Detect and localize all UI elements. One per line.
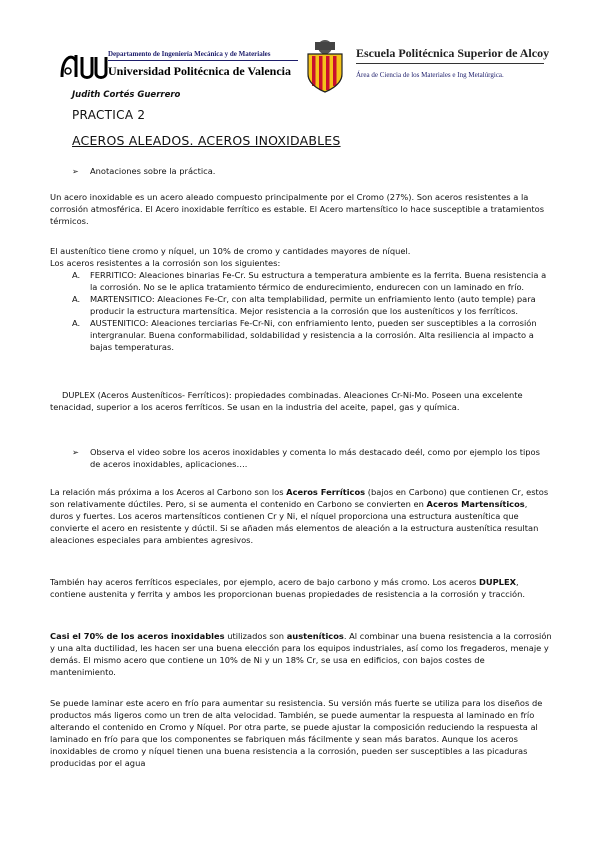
school-name: Escuela Politécnica Superior de Alcoy — [356, 46, 550, 60]
text-run: utilizados son — [224, 631, 287, 641]
paragraph-types — [50, 245, 553, 269]
bold-austenitic: austeníticos — [286, 631, 344, 641]
bullet-annotations-text: Anotaciones sobre la práctica. — [90, 166, 216, 176]
text-run: La relación más próxima a los Aceros al Carbono son los — [50, 487, 287, 497]
practice-number: PRACTICA 2 — [72, 108, 146, 122]
paragraph-intro-text: Un acero inoxidable es un acero aleado compuesto principalmente por el Cromo (27%). Son aceros resistentes a la corrosión atmosférica. El Acero inoxidable ferrítico es estable. El Acero martensítico lo hace susceptible a tratamientos térmicos. — [50, 192, 545, 226]
header-rule-right — [356, 63, 544, 64]
university-name: Universidad Politécnica de Valencia — [108, 64, 291, 78]
bullet-video — [72, 446, 542, 470]
paragraph-relation — [50, 486, 553, 546]
paragraph-austenitic-text: El austenítico tiene cromo y níquel, un 10% de cromo y cantidades mayores de níquel. — [50, 246, 411, 256]
paragraph-special — [50, 576, 553, 600]
page-title: ACEROS ALEADOS. ACEROS INOXIDABLES — [72, 133, 341, 148]
paragraph-cold-rolling-text: Se puede laminar este acero en frío para aumentar su resistencia. Su versión más fuerte se utiliza para los diseños de productos más ligeros como un tren de alta velocidad. También, se puede aumentar la respuesta al laminado en frío alterando el contenido en Cromo y Níquel. Por otra parte, se puede ajustar la composición reduciendo la respuesta al laminado en frío para que los componentes se fabriquen más fácilmente y sean más baratos. Aunque los aceros inoxidables de cromo y níquel tienen una buena resistencia a la corrosión, pueden ser susceptibles a las picaduras producidas por el agua — [50, 698, 543, 768]
list-item-label: A. — [72, 270, 81, 280]
arrow-bullet-icon: ➢ — [72, 167, 79, 176]
bold-duplex: DUPLEX — [478, 577, 517, 587]
arrow-bullet-icon: ➢ — [72, 447, 79, 457]
bold-seventy-percent: Casi el 70% de los aceros inoxidables — [50, 631, 225, 641]
author-name: Judith Cortés Guerrero — [72, 90, 181, 100]
header-rule-left — [108, 60, 298, 61]
crest-icon — [302, 38, 348, 94]
paragraph-types-text: Los aceros resistentes a la corrosión son los siguientes: — [50, 258, 281, 268]
list-item — [50, 293, 553, 317]
department-name: Departamento de Ingeniería Mecánica y de Materiales — [108, 50, 271, 58]
list-item-text: FERRITICO: Aleaciones binarias Fe-Cr. Su estructura a temperatura ambiente es la ferrita. Buena resistencia a la corrosión. No se le aplica tratamiento térmico de endurecimiento, endurecen con un laminado en frío. — [90, 270, 547, 292]
area-name: Área de Ciencia de los Materiales e Ing Metalúrgica. — [356, 71, 504, 79]
paragraph-austenitic-use — [50, 630, 553, 678]
bullet-video-text: Observa el video sobre los aceros inoxidables y comenta lo más destacado deél, como por ejemplo los tipos de aceros inoxidables, aplicaciones…. — [90, 447, 540, 469]
text-run: También hay aceros ferríticos especiales, por ejemplo, acero de bajo carbono y más cromo. Los aceros — [50, 577, 479, 587]
list-item-label: A. — [72, 318, 81, 328]
text-run: , duros y fuertes. Los aceros martensíticos contienen Cr y Ni, el níquel proporciona una estructura austenítica que convierte el acero en resistente y dúctil. Si se añaden más elementos de aleación a la estructura austenítica resultan aleaciones especiales para ambientes agresivos. — [50, 499, 539, 545]
list-item-text: MARTENSITICO: Aleaciones Fe-Cr, con alta templabilidad, permite un enfriamiento lento (auto temple) para producir la estructura martensítica. Mejor resistencia a la corrosión que los austeníticos y los ferríticos. — [90, 294, 536, 316]
steel-types-list — [50, 269, 553, 353]
list-item-label: A. — [72, 294, 81, 304]
text-run: (bajos en Carbono) que contienen Cr, estos son relativamente dúctiles. Pero, si se aumenta el contenido en Carbono se convierten en — [50, 487, 549, 509]
bullet-annotations — [72, 166, 215, 176]
paragraph-intro — [50, 191, 553, 227]
text-run: . Al combinar una buena resistencia a la corrosión y una alta ductilidad, les hacen ser una buena elección para los equipos industriales, así como los fregaderos, menaje y demás. El mismo acero que contiene un 10% de Ni y un 18% Cr, se usa en edificios, con bajos costes de mantenimiento. — [50, 631, 552, 677]
paragraph-cold-rolling — [50, 697, 553, 769]
paragraph-duplex-text: DUPLEX (Aceros Austeníticos- Ferríticos): propiedades combinadas. Aleaciones Cr-Ni-Mo. Poseen una excelente tenacidad, superior a los aceros ferríticos. Se usan en la industria del aceite, papel, gas y química. — [50, 390, 523, 412]
bold-martensitic: Aceros Martensíticos — [426, 499, 525, 509]
bold-ferritic: Aceros Ferríticos — [286, 487, 366, 497]
list-item-text: AUSTENITICO: Aleaciones terciarias Fe-Cr-Ni, con enfriamiento lento, pueden ser susceptibles a la corrosión intergranular. Buena conformabilidad, soldabilidad y resistencia a la corrosión. Alta resiliencia al impacto a bajas temperaturas. — [90, 318, 537, 352]
paragraph-duplex — [50, 389, 553, 413]
list-item — [50, 317, 553, 353]
upv-logo-icon — [58, 47, 108, 81]
text-run: , contiene austenita y ferrita y ambos les proporcionan buenas propiedades de resistencia a la corrosión y tracción. — [50, 577, 525, 599]
list-item — [50, 269, 553, 293]
